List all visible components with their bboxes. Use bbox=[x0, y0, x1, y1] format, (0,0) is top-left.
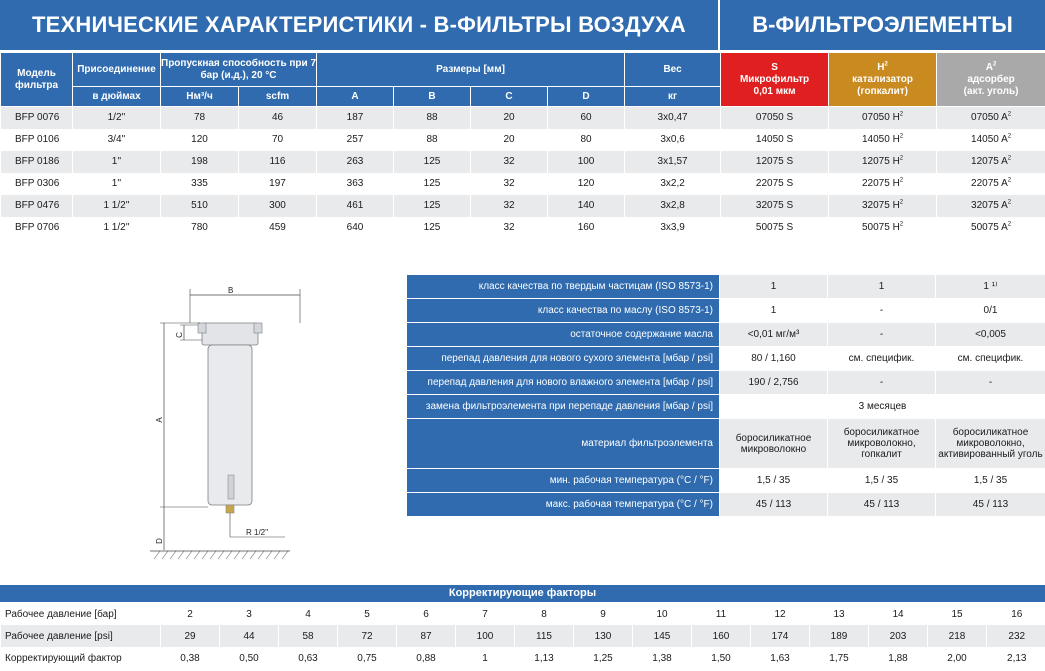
correction-value: 8 bbox=[515, 603, 574, 625]
correction-value: 7 bbox=[456, 603, 515, 625]
correction-value: 160 bbox=[692, 625, 751, 647]
header-element-s: S Микрофильтр 0,01 мкм bbox=[721, 53, 829, 107]
correction-value: 0,50 bbox=[220, 647, 279, 669]
cell-model: BFP 0106 bbox=[1, 129, 73, 151]
correction-value: 14 bbox=[869, 603, 928, 625]
correction-value: 11 bbox=[692, 603, 751, 625]
cell-weight: 3x1,57 bbox=[625, 151, 721, 173]
cell-dim-d: 120 bbox=[548, 173, 625, 195]
spec-value-h: - bbox=[828, 323, 936, 347]
correction-row-label: Корректирующий фактор bbox=[1, 647, 161, 669]
filter-drain bbox=[226, 505, 234, 513]
correction-value: 218 bbox=[928, 625, 987, 647]
cell-dim-c: 32 bbox=[471, 151, 548, 173]
title-filter-elements: В-ФИЛЬТРОЭЛЕМЕНТЫ bbox=[720, 0, 1045, 50]
cell-scfm: 197 bbox=[239, 173, 317, 195]
header-flow: Пропускная способность при 7 бар (и.д.), 20 °C bbox=[161, 53, 317, 87]
cell-element-s: 14050 S bbox=[721, 129, 829, 151]
spec-label: перепад давления для нового влажного элемента [мбар / psi] bbox=[407, 371, 720, 395]
cell-dim-c: 32 bbox=[471, 173, 548, 195]
cell-scfm: 300 bbox=[239, 195, 317, 217]
correction-value: 232 bbox=[987, 625, 1045, 647]
title-technical-specs: ТЕХНИЧЕСКИЕ ХАРАКТЕРИСТИКИ - В-ФИЛЬТРЫ ВОЗДУХА bbox=[0, 0, 718, 50]
spec-value-h: 45 / 113 bbox=[828, 493, 936, 517]
cell-connection: 1'' bbox=[73, 173, 161, 195]
cell-nm3: 120 bbox=[161, 129, 239, 151]
cell-dim-a: 263 bbox=[317, 151, 394, 173]
filter-level-indicator bbox=[228, 475, 234, 499]
spec-row bbox=[407, 323, 1045, 347]
cell-element-h: 14050 $H^2$ bbox=[829, 129, 937, 151]
cell-dim-c: 20 bbox=[471, 129, 548, 151]
correction-value: 189 bbox=[810, 625, 869, 647]
correction-row bbox=[1, 603, 1045, 625]
cell-element-h: 12075 $H^2$ bbox=[829, 151, 937, 173]
cell-weight: 3x0,47 bbox=[625, 107, 721, 129]
cell-dim-b: 88 bbox=[394, 129, 471, 151]
correction-value: 6 bbox=[397, 603, 456, 625]
cell-dim-d: 140 bbox=[548, 195, 625, 217]
correction-value: 0,38 bbox=[161, 647, 220, 669]
correction-value: 2 bbox=[161, 603, 220, 625]
spec-value-a: - bbox=[936, 371, 1045, 395]
correction-value: 174 bbox=[751, 625, 810, 647]
header-element-a: $A^2$ адсорбер (акт. уголь) bbox=[937, 53, 1045, 107]
cell-dim-d: 160 bbox=[548, 217, 625, 239]
cell-nm3: 510 bbox=[161, 195, 239, 217]
dim-b: B bbox=[394, 87, 471, 107]
correction-row-label: Рабочее давление [psi] bbox=[1, 625, 161, 647]
spec-value-s: 80 / 1,160 bbox=[720, 347, 828, 371]
cell-model: BFP 0186 bbox=[1, 151, 73, 173]
spec-row bbox=[407, 275, 1045, 299]
cell-model: BFP 0076 bbox=[1, 107, 73, 129]
element-specs-table bbox=[406, 274, 1045, 517]
filter-dimension-drawing bbox=[140, 275, 310, 575]
filters-table bbox=[0, 52, 1045, 239]
spec-label: остаточное содержание масла bbox=[407, 323, 720, 347]
correction-value: 0,88 bbox=[397, 647, 456, 669]
dim-d: D bbox=[548, 87, 625, 107]
correction-value: 13 bbox=[810, 603, 869, 625]
dim-c: C bbox=[471, 87, 548, 107]
spec-value-a: боросиликатное микроволокно, активированный уголь bbox=[936, 419, 1045, 469]
cell-element-s: 32075 S bbox=[721, 195, 829, 217]
cell-dim-d: 100 bbox=[548, 151, 625, 173]
correction-value: 15 bbox=[928, 603, 987, 625]
correction-value: 0,63 bbox=[279, 647, 338, 669]
filter-head bbox=[202, 323, 258, 345]
correction-factors-table bbox=[0, 603, 1045, 669]
thread-label: R 1/2'' bbox=[246, 528, 269, 537]
cell-model: BFP 0476 bbox=[1, 195, 73, 217]
spec-value-h: - bbox=[828, 371, 936, 395]
cell-model: BFP 0306 bbox=[1, 173, 73, 195]
header-connection: Присоединение bbox=[73, 53, 161, 87]
cell-dim-c: 20 bbox=[471, 107, 548, 129]
correction-value: 16 bbox=[987, 603, 1045, 625]
spec-value-a: 0/1 bbox=[936, 299, 1045, 323]
cell-element-s: 50075 S bbox=[721, 217, 829, 239]
spec-label: макс. рабочая температура (°C / °F) bbox=[407, 493, 720, 517]
correction-value: 1,38 bbox=[633, 647, 692, 669]
unit-connection: в дюймах bbox=[73, 87, 161, 107]
cell-dim-d: 80 bbox=[548, 129, 625, 151]
spec-value-s: <0,01 мг/м³ bbox=[720, 323, 828, 347]
spec-row bbox=[407, 371, 1045, 395]
cell-element-s: 12075 S bbox=[721, 151, 829, 173]
unit-scfm: scfm bbox=[239, 87, 317, 107]
dimension-a-label: A bbox=[155, 417, 164, 423]
correction-value: 58 bbox=[279, 625, 338, 647]
correction-value: 4 bbox=[279, 603, 338, 625]
cell-scfm: 46 bbox=[239, 107, 317, 129]
cell-dim-b: 88 bbox=[394, 107, 471, 129]
spec-value-h: - bbox=[828, 299, 936, 323]
spec-value-h: 1 bbox=[828, 275, 936, 299]
header-element-h: $H^2$ катализатор (гопкалит) bbox=[829, 53, 937, 107]
header-model: Модель фильтра bbox=[1, 53, 73, 107]
correction-value: 1,88 bbox=[869, 647, 928, 669]
correction-value: 3 bbox=[220, 603, 279, 625]
spec-row bbox=[407, 347, 1045, 371]
cell-scfm: 459 bbox=[239, 217, 317, 239]
cell-dim-b: 125 bbox=[394, 151, 471, 173]
correction-factors-title: Корректирующие факторы bbox=[0, 585, 1045, 602]
dimension-d-label: D bbox=[155, 538, 164, 544]
table-row bbox=[1, 129, 1045, 151]
correction-value: 130 bbox=[574, 625, 633, 647]
spec-label: мин. рабочая температура (°C / °F) bbox=[407, 469, 720, 493]
correction-value: 29 bbox=[161, 625, 220, 647]
spec-label: материал фильтроэлемента bbox=[407, 419, 720, 469]
cell-element-h: 22075 $H^2$ bbox=[829, 173, 937, 195]
spec-value-s: 190 / 2,756 bbox=[720, 371, 828, 395]
cell-element-s: 22075 S bbox=[721, 173, 829, 195]
cell-connection: 1'' bbox=[73, 151, 161, 173]
cell-element-h: 50075 $H^2$ bbox=[829, 217, 937, 239]
cell-element-a: 32075 $A^2$ bbox=[937, 195, 1045, 217]
cell-weight: 3x3,9 bbox=[625, 217, 721, 239]
correction-value: 2,00 bbox=[928, 647, 987, 669]
cell-dim-b: 125 bbox=[394, 217, 471, 239]
correction-value: 9 bbox=[574, 603, 633, 625]
cell-dim-b: 125 bbox=[394, 195, 471, 217]
cell-dim-a: 187 bbox=[317, 107, 394, 129]
correction-value: 1,50 bbox=[692, 647, 751, 669]
correction-row-label: Рабочее давление [бар] bbox=[1, 603, 161, 625]
filter-port-left bbox=[198, 323, 206, 333]
correction-row bbox=[1, 647, 1045, 669]
cell-element-a: 50075 $A^2$ bbox=[937, 217, 1045, 239]
cell-element-h: 32075 $H^2$ bbox=[829, 195, 937, 217]
cell-dim-c: 32 bbox=[471, 195, 548, 217]
table-row bbox=[1, 173, 1045, 195]
correction-value: 44 bbox=[220, 625, 279, 647]
correction-value: 1,25 bbox=[574, 647, 633, 669]
cell-scfm: 70 bbox=[239, 129, 317, 151]
table-row bbox=[1, 151, 1045, 173]
correction-value: 2,13 bbox=[987, 647, 1045, 669]
cell-connection: 1 1/2'' bbox=[73, 217, 161, 239]
cell-weight: 3x0,6 bbox=[625, 129, 721, 151]
cell-scfm: 116 bbox=[239, 151, 317, 173]
correction-value: 145 bbox=[633, 625, 692, 647]
cell-connection: 1/2'' bbox=[73, 107, 161, 129]
correction-value: 5 bbox=[338, 603, 397, 625]
spec-value-h: см. специфик. bbox=[828, 347, 936, 371]
dimension-b-label: B bbox=[228, 286, 234, 295]
cell-dim-a: 257 bbox=[317, 129, 394, 151]
spec-row bbox=[407, 299, 1045, 323]
table-row bbox=[1, 217, 1045, 239]
cell-element-a: 22075 $A^2$ bbox=[937, 173, 1045, 195]
spec-value-s: боросиликатное микроволокно bbox=[720, 419, 828, 469]
cell-dim-d: 60 bbox=[548, 107, 625, 129]
header-weight: Вес bbox=[625, 53, 721, 87]
spec-row bbox=[407, 493, 1045, 517]
cell-nm3: 198 bbox=[161, 151, 239, 173]
spec-value-s: 1 bbox=[720, 299, 828, 323]
correction-value: 115 bbox=[515, 625, 574, 647]
spec-value-s: 1,5 / 35 bbox=[720, 469, 828, 493]
dimension-c-label: C bbox=[175, 332, 184, 338]
table-row bbox=[1, 107, 1045, 129]
spec-value-a: см. специфик. bbox=[936, 347, 1045, 371]
cell-weight: 3x2,2 bbox=[625, 173, 721, 195]
cell-nm3: 335 bbox=[161, 173, 239, 195]
spec-value-s: 45 / 113 bbox=[720, 493, 828, 517]
spec-value-a: 1,5 / 35 bbox=[936, 469, 1045, 493]
cell-model: BFP 0706 bbox=[1, 217, 73, 239]
correction-value: 1 bbox=[456, 647, 515, 669]
cell-dim-b: 125 bbox=[394, 173, 471, 195]
correction-value: 1,75 bbox=[810, 647, 869, 669]
correction-value: 87 bbox=[397, 625, 456, 647]
cell-nm3: 78 bbox=[161, 107, 239, 129]
correction-value: 1,63 bbox=[751, 647, 810, 669]
spec-value-merged: 3 месяцев bbox=[720, 395, 1045, 419]
spec-label: класс качества по твердым частицам (ISO 8573-1) bbox=[407, 275, 720, 299]
correction-value: 10 bbox=[633, 603, 692, 625]
cell-dim-a: 461 bbox=[317, 195, 394, 217]
spec-value-h: боросиликатное микроволокно, гопкалит bbox=[828, 419, 936, 469]
cell-dim-a: 640 bbox=[317, 217, 394, 239]
spec-value-s: 1 bbox=[720, 275, 828, 299]
floor-hatching bbox=[154, 551, 288, 559]
filter-port-right bbox=[254, 323, 262, 333]
unit-weight: кг bbox=[625, 87, 721, 107]
correction-value: 100 bbox=[456, 625, 515, 647]
correction-value: 203 bbox=[869, 625, 928, 647]
correction-value: 72 bbox=[338, 625, 397, 647]
spec-row bbox=[407, 469, 1045, 493]
spec-value-a: 1 ¹⁾ bbox=[936, 275, 1045, 299]
dim-a: A bbox=[317, 87, 394, 107]
cell-dim-c: 32 bbox=[471, 217, 548, 239]
cell-dim-a: 363 bbox=[317, 173, 394, 195]
correction-row bbox=[1, 625, 1045, 647]
cell-connection: 3/4'' bbox=[73, 129, 161, 151]
unit-nm3: Нм³/ч bbox=[161, 87, 239, 107]
cell-connection: 1 1/2'' bbox=[73, 195, 161, 217]
spec-value-h: 1,5 / 35 bbox=[828, 469, 936, 493]
cell-element-h: 07050 $H^2$ bbox=[829, 107, 937, 129]
correction-value: 12 bbox=[751, 603, 810, 625]
spec-label: замена фильтроэлемента при перепаде давления [мбар / psi] bbox=[407, 395, 720, 419]
cell-element-a: 12075 $A^2$ bbox=[937, 151, 1045, 173]
table-row bbox=[1, 195, 1045, 217]
correction-value: 1,13 bbox=[515, 647, 574, 669]
cell-nm3: 780 bbox=[161, 217, 239, 239]
cell-weight: 3x2,8 bbox=[625, 195, 721, 217]
cell-element-a: 14050 $A^2$ bbox=[937, 129, 1045, 151]
correction-value: 0,75 bbox=[338, 647, 397, 669]
spec-value-a: <0,005 bbox=[936, 323, 1045, 347]
spec-label: перепад давления для нового сухого элемента [мбар / psi] bbox=[407, 347, 720, 371]
header-dimensions: Размеры [мм] bbox=[317, 53, 625, 87]
spec-value-a: 45 / 113 bbox=[936, 493, 1045, 517]
spec-row bbox=[407, 395, 1045, 419]
spec-label: класс качества по маслу (ISO 8573-1) bbox=[407, 299, 720, 323]
spec-row bbox=[407, 419, 1045, 469]
cell-element-s: 07050 S bbox=[721, 107, 829, 129]
cell-element-a: 07050 $A^2$ bbox=[937, 107, 1045, 129]
